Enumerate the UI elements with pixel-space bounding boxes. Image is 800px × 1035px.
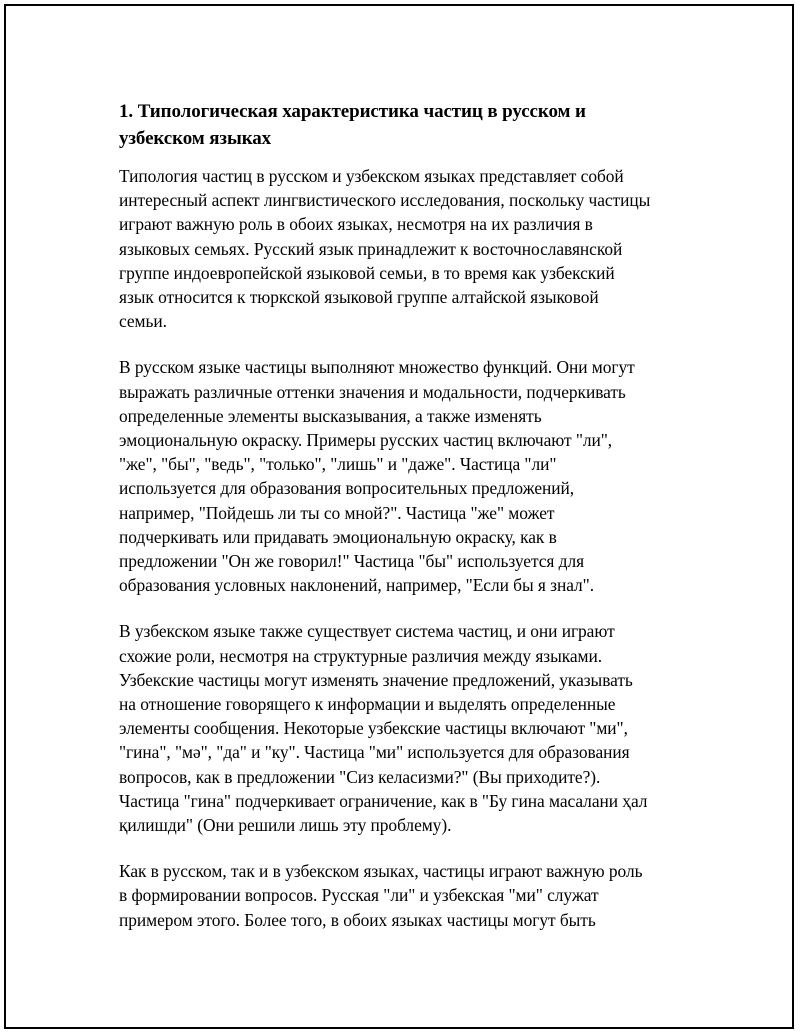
heading-line: узбекском языках	[119, 128, 272, 149]
document-body	[119, 98, 699, 954]
text-line: подчеркивать или придавать эмоциональную окраску, как в	[119, 526, 557, 547]
text-line: семьи.	[119, 311, 167, 332]
text-line: элементы сообщения. Некоторые узбекские частицы включают "ми",	[119, 718, 628, 739]
text-line: в формировании вопросов. Русская "ли" и узбекская "ми" служат	[119, 885, 599, 906]
heading-line: 1. Типологическая характеристика частиц в русском и	[119, 101, 586, 122]
text-line: определенные элементы высказывания, а также изменять	[119, 405, 542, 426]
text-line: языковых семьях. Русский язык принадлежит к восточнославянской	[119, 238, 623, 259]
text-line: интересный аспект лингвистического исследования, поскольку частицы	[119, 190, 651, 211]
paragraph-comparison	[119, 859, 699, 932]
text-line: В узбекском языке также существует система частиц, и они играют	[119, 621, 615, 642]
text-line: группе индоевропейской языковой семьи, в то время как узбекский	[119, 262, 615, 283]
text-line: примером этого. Более того, в обоих языках частицы могут быть	[119, 909, 596, 930]
text-line: қилишди" (Они решили лишь эту проблему).	[119, 815, 452, 836]
section-heading	[119, 98, 699, 152]
text-line: Как в русском, так и в узбекском языках, частицы играют важную роль	[119, 861, 643, 882]
paragraph-uzbek-particles	[119, 619, 699, 837]
page-frame	[4, 4, 794, 1029]
text-line: используется для образования вопросительных предложений,	[119, 478, 575, 499]
text-line: схожие роли, несмотря на структурные различия между языками.	[119, 645, 603, 666]
text-line: Узбекские частицы могут изменять значение предложений, указывать	[119, 669, 633, 690]
text-line: язык относится к тюркской языковой группе алтайской языковой	[119, 287, 599, 308]
text-line: эмоциональную окраску. Примеры русских частиц включают "ли",	[119, 430, 613, 451]
text-line: выражать различные оттенки значения и модальности, подчеркивать	[119, 381, 626, 402]
paragraph-typology	[119, 164, 699, 333]
text-line: на отношение говорящего к информации и выделять определенные	[119, 694, 616, 715]
text-line: В русском языке частицы выполняют множество функций. Они могут	[119, 357, 635, 378]
text-line: образования условных наклонений, например, "Если бы я знал".	[119, 575, 594, 596]
paragraph-russian-particles	[119, 355, 699, 597]
text-line: Частица "гина" подчеркивает ограничение, как в "Бу гина масалани ҳал	[119, 790, 648, 811]
text-line: "гина", "мә", "да" и "ку". Частица "ми" используется для образования	[119, 742, 630, 763]
text-line: играют важную роль в обоих языках, несмотря на их различия в	[119, 214, 593, 235]
text-line: "же", "бы", "ведь", "только", "лишь" и "даже". Частица "ли"	[119, 454, 557, 475]
text-line: Типология частиц в русском и узбекском языках представляет собой	[119, 166, 624, 186]
text-line: например, "Пойдешь ли ты со мной?". Частица "же" может	[119, 502, 555, 523]
text-line: предложении "Он же говорил!" Частица "бы" используется для	[119, 551, 585, 572]
text-line: вопросов, как в предложении "Сиз келасизми?" (Вы приходите?).	[119, 766, 601, 787]
